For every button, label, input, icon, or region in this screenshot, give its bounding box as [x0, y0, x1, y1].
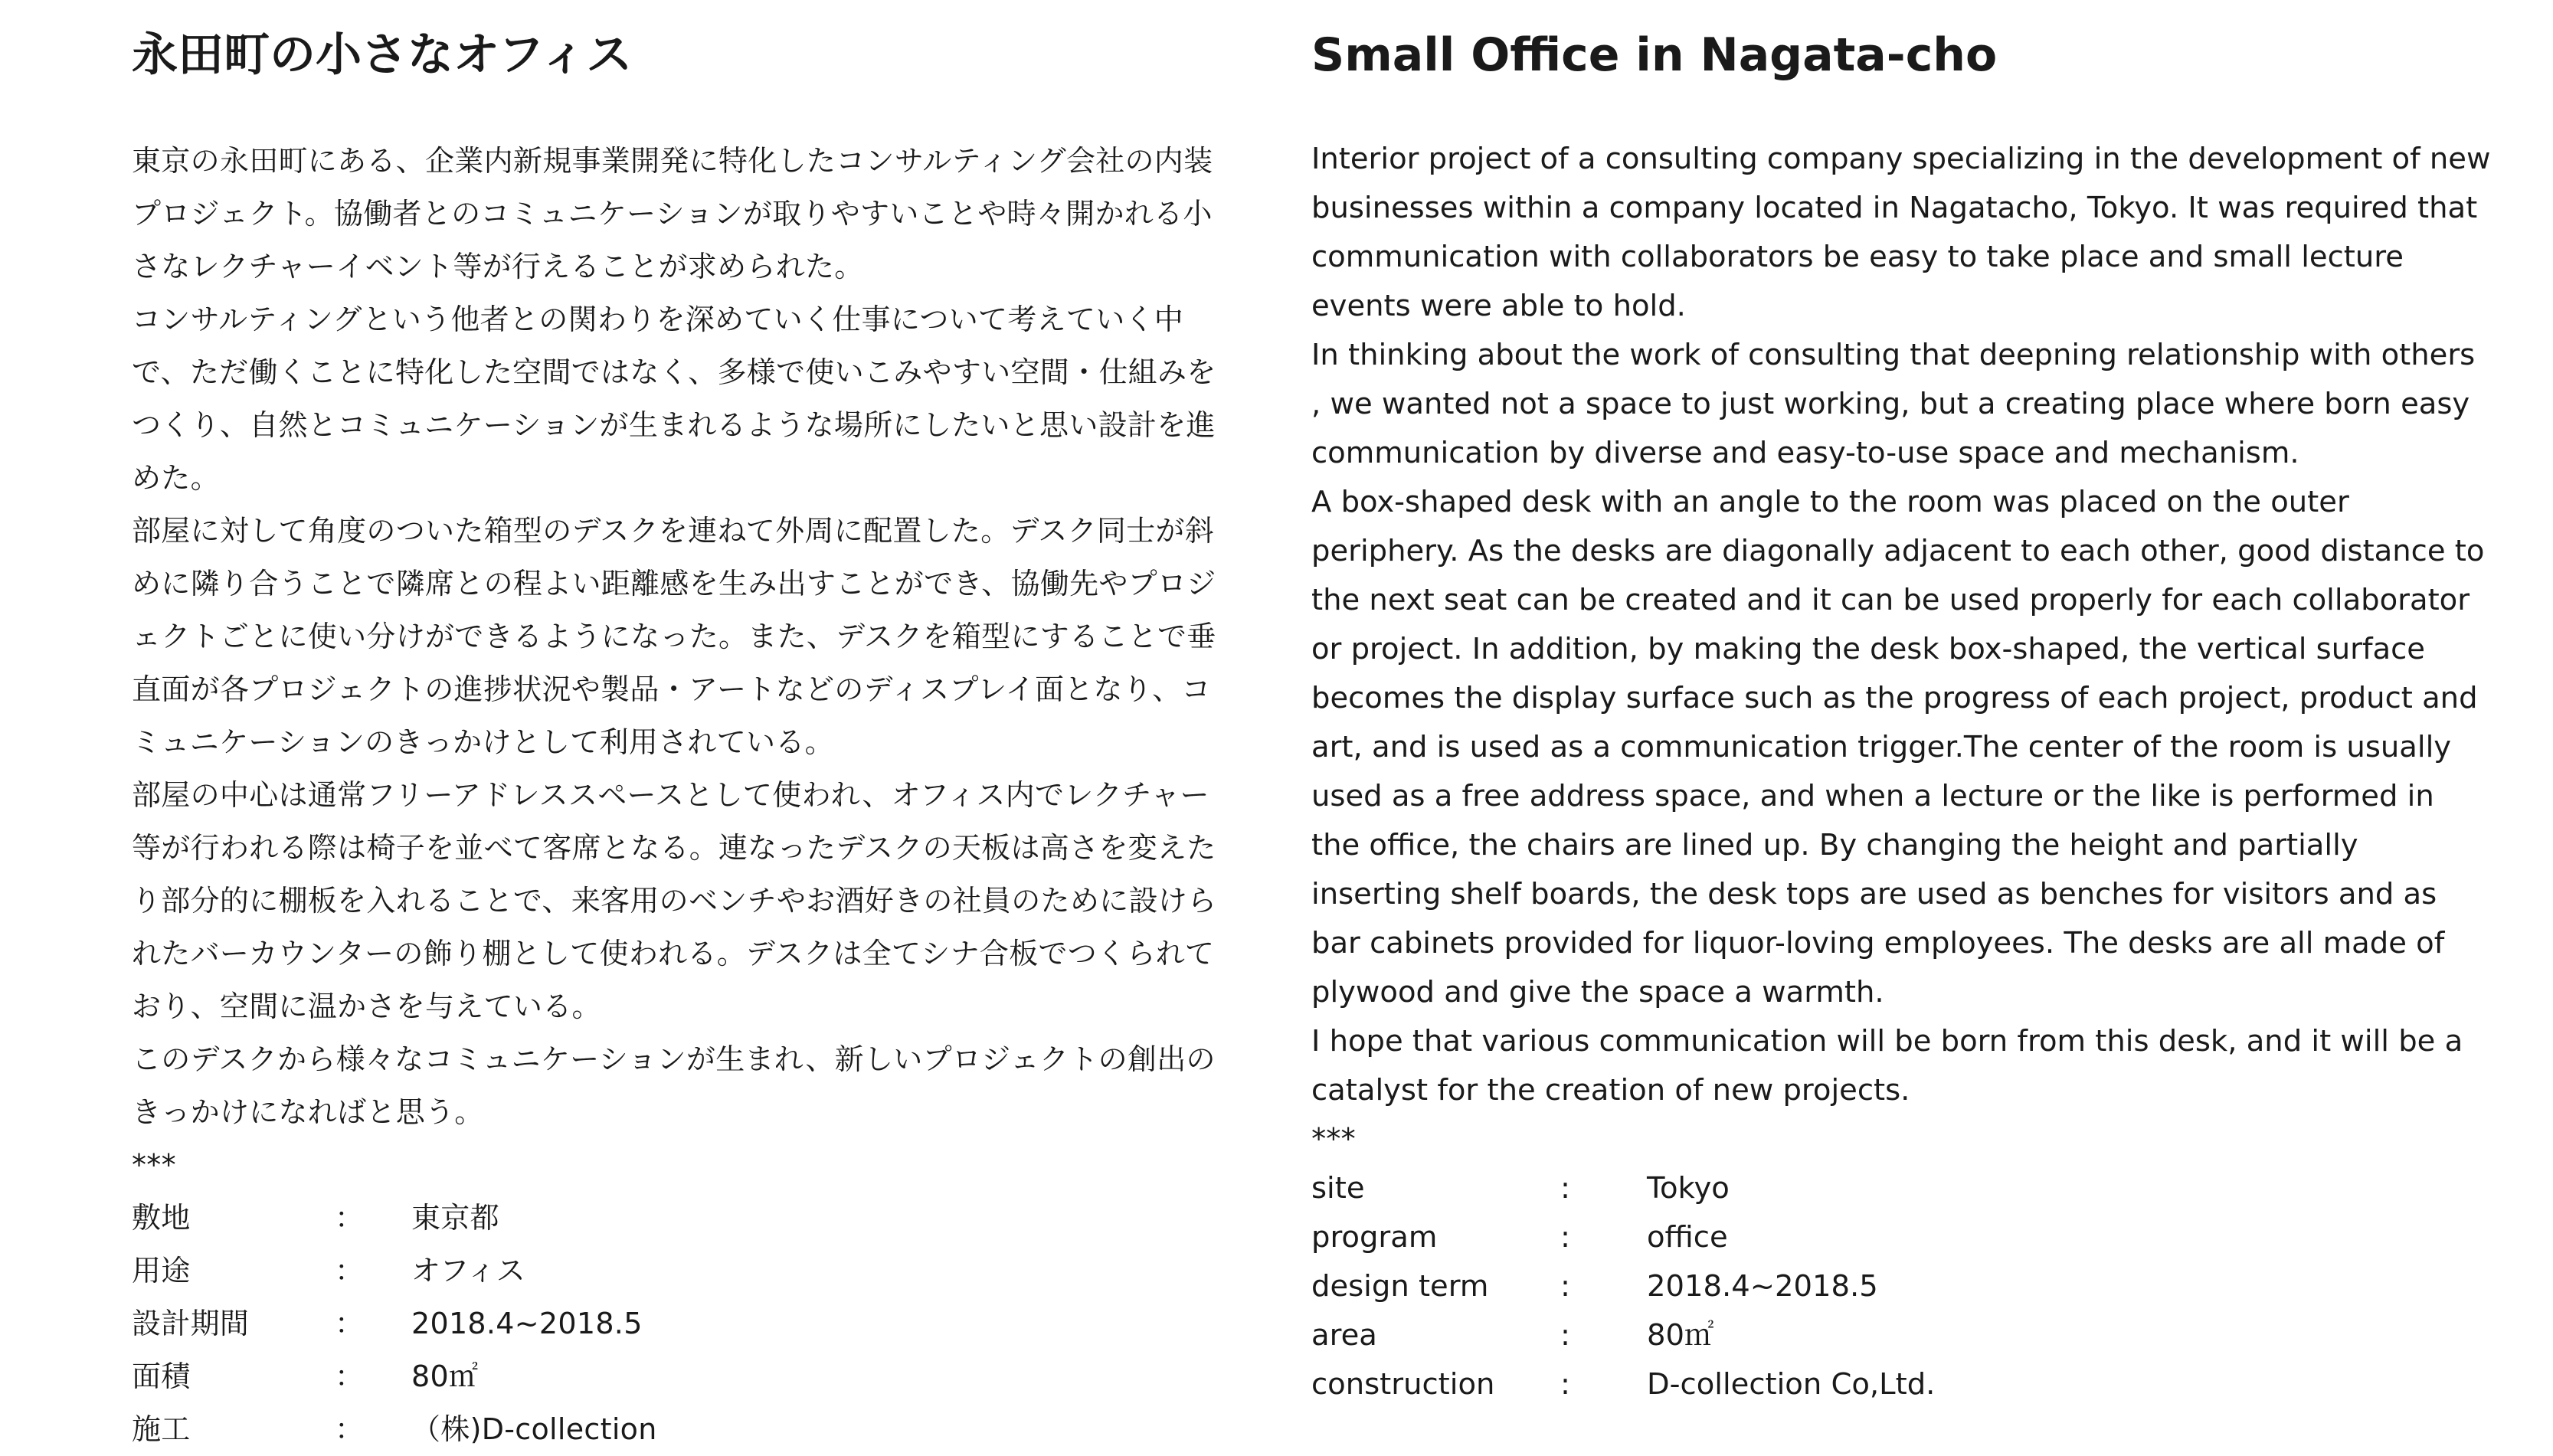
- japanese-paragraph: 部屋の中心は通常フリーアドレススペースとして使われ、オフィス内でレクチャー等が行われる際は椅子を並べて客席となる。連なったデスクの天板は高さを変えたり部分的に棚板を入れることで、来客用のベンチやお酒好きの社員のために設けられたバーカウンターの飾り棚として使われる。デスクは全てシナ合板でつくられており、空間に温かさを与えている。: [132, 778, 1217, 1023]
- english-title: Small Office in Nagata-cho: [1311, 28, 1998, 82]
- english-paragraph: Interior project of a consulting company specializing in the development of new businesses within a company located in Nagatacho, Tokyo. It was required that communication with collaborators be easy to take place and small lecture events were able to hold.: [1311, 142, 2491, 323]
- spec-label: 設計期間: [132, 1307, 250, 1340]
- spec-label: 用途: [132, 1254, 191, 1287]
- spec-value: 80㎡: [411, 1359, 479, 1393]
- spec-label: site: [1311, 1171, 1365, 1206]
- spec-row-construction: [132, 1403, 1219, 1456]
- spec-colon: :: [1560, 1367, 1570, 1402]
- spec-colon: :: [1560, 1220, 1570, 1255]
- spec-row-site: [132, 1192, 1219, 1245]
- japanese-body: [132, 135, 1219, 1456]
- spec-colon: ：: [335, 1307, 365, 1340]
- spec-label: design term: [1311, 1269, 1489, 1304]
- english-paragraph: I hope that various communication will be born from this desk, and it will be a catalyst for the creation of new projects.: [1311, 1024, 2463, 1108]
- spec-value: office: [1647, 1220, 1728, 1255]
- spec-value: 2018.4~2018.5: [411, 1307, 643, 1340]
- spec-row-program: [1311, 1213, 2491, 1262]
- japanese-separator: ***: [132, 1148, 176, 1182]
- spec-row-construction: [1311, 1360, 2491, 1409]
- spec-colon: :: [1560, 1171, 1570, 1206]
- spec-value: 80㎡: [1647, 1318, 1714, 1353]
- spec-label: construction: [1311, 1367, 1495, 1402]
- spec-row-design-term: [1311, 1262, 2491, 1311]
- spec-row-area: [132, 1350, 1219, 1403]
- japanese-paragraph: コンサルティングという他者との関わりを深めていく仕事について考えていく中で、ただ働くことに特化した空間ではなく、多様で使いこみやすい空間・仕組みをつくり、自然とコミュニケーションが生まれるような場所にしたいと思い設計を進めた。: [132, 303, 1216, 495]
- english-paragraph: In thinking about the work of consulting that deepning relationship with others , we wanted not a space to just working, but a creating place where born easy communication by diverse and easy-to-use space and mechanism.: [1311, 338, 2476, 470]
- spec-value: D-collection Co,Ltd.: [1647, 1367, 1936, 1402]
- spec-colon: ：: [335, 1412, 365, 1446]
- english-paragraph: A box-shaped desk with an angle to the room was placed on the outer periphery. As the desks are diagonally adjacent to each other, good distance to the next seat can be created and it can be used properly for each collaborator or project. In addition, by making the desk box-shaped, the vertical surface becomes the display surface such as the progress of each project, product and art, and is used as a communication trigger.The center of the room is usually used as a free address space, and when a lecture or the like is performed in the office, the chairs are lined up. By changing the height and partially inserting shelf boards, the desk tops are used as benches for visitors and as bar cabinets provided for liquor-loving employees. The desks are all made of plywood and give the space a warmth.: [1311, 485, 2485, 1009]
- spec-value: （株)D-collection: [411, 1412, 657, 1446]
- spec-colon: ：: [335, 1254, 365, 1287]
- spec-label: 敷地: [132, 1201, 191, 1235]
- spec-row-site: [1311, 1164, 2491, 1213]
- english-separator: ***: [1311, 1122, 1356, 1157]
- japanese-title: 永田町の小さなオフィス: [132, 28, 633, 82]
- spec-label: 面積: [132, 1359, 191, 1393]
- japanese-spec-list: [132, 1192, 1219, 1456]
- spec-colon: ：: [335, 1359, 365, 1393]
- english-body: [1311, 135, 2491, 1409]
- spec-value: 東京都: [411, 1201, 499, 1235]
- spec-row-area: [1311, 1311, 2491, 1360]
- spec-value: Tokyo: [1647, 1171, 1730, 1206]
- japanese-paragraph: 東京の永田町にある、企業内新規事業開発に特化したコンサルティング会社の内装プロジェクト。協働者とのコミュニケーションが取りやすいことや時々開かれる小さなレクチャーイベント等が行えることが求められた。: [132, 144, 1213, 283]
- japanese-paragraph: 部屋に対して角度のついた箱型のデスクを連ねて外周に配置した。デスク同士が斜めに隣り合うことで隣席との程よい距離感を生み出すことができ、協働先やプロジェクトごとに使い分けができるようになった。また、デスクを箱型にすることで垂直面が各プロジェクトの進捗状況や製品・アートなどのディスプレイ面となり、コミュニケーションのきっかけとして利用されている。: [132, 514, 1216, 759]
- spec-colon: ：: [335, 1201, 365, 1235]
- spec-colon: :: [1560, 1318, 1570, 1353]
- spec-label: 施工: [132, 1412, 191, 1446]
- spec-colon: :: [1560, 1269, 1570, 1304]
- japanese-paragraph: このデスクから様々なコミュニケーションが生まれ、新しいプロジェクトの創出のきっかけになればと思う。: [132, 1042, 1216, 1129]
- spec-label: area: [1311, 1318, 1377, 1353]
- spec-value: オフィス: [411, 1254, 526, 1287]
- spec-row-program: [132, 1245, 1219, 1297]
- spec-label: program: [1311, 1220, 1438, 1255]
- spec-value: 2018.4~2018.5: [1647, 1269, 1878, 1304]
- english-spec-list: [1311, 1164, 2491, 1409]
- spec-row-design-term: [132, 1297, 1219, 1350]
